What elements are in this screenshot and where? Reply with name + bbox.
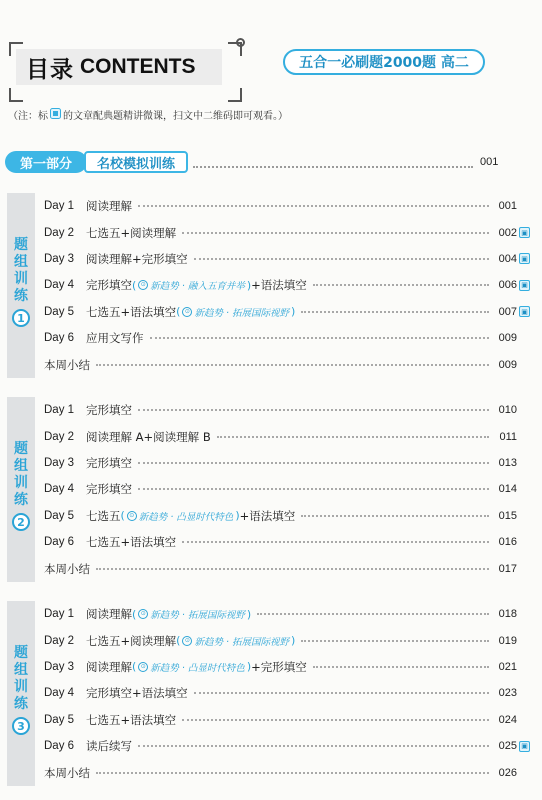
- group-entry-list: [36, 397, 530, 582]
- entry-page-number: 013: [498, 456, 517, 469]
- toc-entry[interactable]: [36, 654, 530, 680]
- entry-page-number: 024: [498, 713, 517, 726]
- group-side-char: 练: [14, 696, 28, 712]
- day-label: Day 5: [44, 713, 75, 726]
- entry-title: [86, 277, 307, 293]
- entry-title: [86, 225, 176, 241]
- dot-leader: [182, 541, 489, 543]
- trend-tag-text: 新趋势 · 拓展国际视野: [150, 610, 245, 622]
- entry-title: [86, 606, 251, 622]
- entry-main-text: 完形填空: [86, 482, 132, 497]
- entry-page-number: 007: [498, 305, 517, 318]
- group-entry-list: [36, 601, 530, 786]
- title-english: CONTENTS: [80, 55, 196, 78]
- entry-main-text: 读后续写: [86, 739, 132, 754]
- group-side-label: [7, 193, 35, 378]
- toc-entry[interactable]: [36, 680, 530, 706]
- group-side-char: 组: [14, 458, 28, 474]
- trend-badge-icon: ⊙: [138, 609, 148, 619]
- group-side-char: 训: [14, 475, 28, 491]
- dot-leader: [194, 692, 489, 694]
- entry-main-text: 完形填空: [86, 278, 132, 293]
- entry-title: [86, 304, 295, 320]
- day-label: Day 6: [44, 740, 75, 753]
- entry-page-number: 006: [498, 279, 517, 292]
- dot-leader: [182, 719, 489, 721]
- group-side-label: [7, 601, 35, 786]
- trend-tag-text: 新趋势 · 凸显时代特色: [150, 662, 245, 674]
- entry-main-text: 阅读理解: [86, 199, 132, 214]
- group-side-char: 练: [14, 288, 28, 304]
- day-label: Day 2: [44, 634, 75, 647]
- entry-main-text: 七选五+语法填空: [86, 535, 177, 550]
- qr-video-icon[interactable]: ▣: [519, 280, 530, 291]
- day-label: Day 2: [44, 226, 75, 239]
- group-side-label: [7, 397, 35, 582]
- qr-video-icon[interactable]: ▣: [519, 227, 530, 238]
- dot-leader: [138, 488, 489, 490]
- day-label: Day 5: [44, 509, 75, 522]
- toc-entry[interactable]: [36, 503, 530, 529]
- trend-tag-text: 新趋势 · 拓展国际视野: [194, 636, 289, 648]
- book-title-badge: 五合一必刷题2000题 高二: [283, 49, 485, 75]
- title-chinese: 目录: [26, 56, 74, 83]
- trend-paren: (: [132, 607, 137, 621]
- pin-circle-icon: [236, 38, 245, 47]
- frame-corner: [9, 88, 23, 102]
- trend-paren: (: [176, 305, 181, 319]
- toc-entry[interactable]: [36, 246, 530, 272]
- dot-leader: [182, 232, 489, 234]
- day-label: Day 5: [44, 305, 75, 318]
- entry-page-number: 026: [498, 766, 517, 779]
- dot-leader: [96, 772, 489, 774]
- entry-page-number: 017: [498, 562, 517, 575]
- qr-video-icon[interactable]: ▣: [519, 741, 530, 752]
- dot-leader: [138, 462, 489, 464]
- entry-page-number: 018: [498, 608, 517, 621]
- toc-entry[interactable]: [36, 299, 530, 325]
- entry-title: [86, 251, 188, 267]
- entry-main-text: 完形填空+语法填空: [86, 686, 188, 701]
- trend-tag: [182, 305, 289, 319]
- trend-paren: ): [291, 634, 296, 648]
- note-prefix: （注：标: [8, 111, 48, 122]
- day-label: Day 6: [44, 536, 75, 549]
- entry-title: [86, 429, 211, 445]
- part-page-number: 001: [480, 156, 499, 168]
- note-suffix: 的文章配典题精讲微课，扫文中二维码即可观看。）: [63, 111, 288, 122]
- toc-entry[interactable]: [36, 397, 530, 423]
- entry-main-text: 阅读理解: [86, 659, 132, 674]
- entry-page-number: 023: [498, 687, 517, 700]
- trend-paren: (: [176, 634, 181, 648]
- trend-tag-text: 新趋势 · 凸显时代特色: [138, 511, 234, 523]
- entry-page-number: 025: [498, 740, 517, 753]
- trend-badge-icon: ⊙: [138, 280, 148, 290]
- entry-title: [44, 357, 90, 373]
- entry-main-text: 七选五+语法填空: [86, 304, 177, 319]
- trend-badge-icon: ⊙: [182, 307, 192, 317]
- group-side-char: 练: [14, 492, 28, 508]
- entry-suffix-text: +语法填空: [251, 278, 307, 293]
- entry-page-number: 011: [499, 430, 517, 443]
- entry-page-number: 010: [498, 404, 517, 417]
- dot-leader: [193, 166, 473, 168]
- entry-page-number: 001: [498, 200, 517, 213]
- toc-entry[interactable]: [36, 627, 530, 653]
- toc-entry[interactable]: [36, 529, 530, 555]
- dot-leader: [150, 337, 490, 339]
- entry-title: [86, 712, 176, 728]
- toc-entry[interactable]: [36, 450, 530, 476]
- dot-leader: [138, 409, 489, 411]
- toc-entry[interactable]: [36, 476, 530, 502]
- toc-entry[interactable]: [36, 733, 530, 759]
- day-label: Day 4: [44, 687, 75, 700]
- trend-paren: ): [246, 660, 252, 674]
- toc-entry[interactable]: [36, 601, 530, 627]
- entry-main-text: 应用文写作: [86, 331, 144, 346]
- entry-main-text: 完形填空: [86, 455, 132, 470]
- trend-tag: [138, 278, 245, 292]
- toc-entry[interactable]: [36, 707, 530, 733]
- entry-title: [86, 455, 132, 471]
- page-title: [16, 49, 222, 85]
- trend-tag: [182, 634, 289, 648]
- group-side-char: 组: [14, 254, 28, 270]
- group-number: 2: [12, 513, 30, 531]
- dot-leader: [217, 436, 489, 438]
- toc-entry-summary[interactable]: [36, 555, 530, 581]
- entry-main-text: 本周小结: [44, 765, 90, 780]
- entry-main-text: 七选五+阅读理解: [86, 225, 177, 240]
- frame-corner: [228, 88, 242, 102]
- entry-page-number: 014: [498, 483, 517, 496]
- entry-main-text: 阅读理解+完形填空: [86, 251, 188, 266]
- entry-main-text: 七选五+阅读理解: [86, 633, 177, 648]
- day-label: Day 1: [44, 200, 75, 213]
- entry-page-number: 016: [498, 536, 517, 549]
- trend-paren: ): [235, 509, 240, 523]
- qr-video-icon[interactable]: ▣: [519, 306, 530, 317]
- group-side-char: 题: [14, 237, 28, 253]
- trend-paren: (: [132, 278, 137, 292]
- entry-title: [86, 534, 176, 550]
- dot-leader: [301, 640, 489, 642]
- entry-page-number: 009: [498, 358, 517, 371]
- group-side-char: 题: [14, 441, 28, 457]
- trend-paren: ): [291, 305, 296, 319]
- dot-leader: [257, 613, 489, 615]
- dot-leader: [96, 364, 489, 366]
- entry-main-text: 阅读理解 A+阅读理解 B: [86, 429, 211, 444]
- entry-title: [86, 685, 188, 701]
- entry-title: [86, 633, 295, 649]
- group-entry-list: [36, 193, 530, 378]
- trend-badge-icon: ⊙: [138, 662, 148, 672]
- group-side-char: 题: [14, 645, 28, 661]
- entry-page-number: 002: [498, 226, 517, 239]
- page-note: [8, 107, 288, 122]
- entry-main-text: 本周小结: [44, 357, 90, 372]
- entry-main-text: 七选五+语法填空: [86, 712, 177, 727]
- qr-mark-icon: [50, 108, 61, 122]
- entry-main-text: 本周小结: [44, 561, 90, 576]
- dot-leader: [194, 258, 489, 260]
- trend-paren: ): [246, 278, 252, 292]
- entry-title: [86, 508, 295, 524]
- toc-entry-summary[interactable]: [36, 759, 530, 785]
- group-side-char: 训: [14, 271, 28, 287]
- trend-tag-text: 新趋势 · 融入五育并举: [150, 281, 245, 293]
- toc-entry-summary[interactable]: [36, 351, 530, 377]
- trend-tag: [127, 509, 234, 523]
- trend-badge-icon: ⊙: [127, 511, 137, 521]
- group-side-char: 组: [14, 662, 28, 678]
- trend-paren: (: [132, 660, 137, 674]
- dot-leader: [301, 311, 489, 313]
- entry-main-text: 完形填空: [86, 403, 132, 418]
- entry-suffix-text: +语法填空: [239, 508, 296, 523]
- dot-leader: [138, 745, 489, 747]
- day-label: Day 4: [44, 279, 75, 292]
- entry-title: [44, 765, 90, 781]
- entry-main-text: 阅读理解: [86, 607, 132, 622]
- trend-paren: (: [120, 509, 125, 523]
- dot-leader: [301, 515, 489, 517]
- day-label: Day 6: [44, 332, 75, 345]
- day-label: Day 1: [44, 608, 75, 621]
- group-side-char: 训: [14, 679, 28, 695]
- dot-leader: [96, 568, 489, 570]
- qr-video-icon[interactable]: ▣: [519, 253, 530, 264]
- toc-entry[interactable]: [36, 193, 530, 219]
- entry-page-number: 019: [498, 634, 517, 647]
- dot-leader: [313, 666, 489, 668]
- day-label: Day 3: [44, 660, 75, 673]
- entry-page-number: 009: [498, 332, 517, 345]
- day-label: Day 4: [44, 483, 75, 496]
- trend-paren: ): [246, 607, 252, 621]
- part-label: 第一部分: [5, 151, 87, 173]
- entry-title: [86, 738, 132, 754]
- part-name[interactable]: 名校模拟训练: [84, 151, 188, 173]
- toc-entry[interactable]: [36, 325, 530, 351]
- entry-suffix-text: +完形填空: [251, 659, 307, 674]
- entry-page-number: 004: [498, 252, 517, 265]
- trend-tag-text: 新趋势 · 拓展国际视野: [194, 307, 289, 319]
- entry-page-number: 021: [498, 660, 517, 673]
- toc-entry[interactable]: [36, 219, 530, 245]
- day-label: Day 3: [44, 456, 75, 469]
- entry-title: [86, 330, 144, 346]
- entry-title: [86, 402, 132, 418]
- dot-leader: [138, 205, 489, 207]
- toc-entry[interactable]: [36, 423, 530, 449]
- group-number: 3: [12, 717, 30, 735]
- day-label: Day 1: [44, 404, 75, 417]
- group-number: 1: [12, 309, 30, 327]
- entry-title: [44, 561, 90, 577]
- dot-leader: [313, 284, 489, 286]
- day-label: Day 2: [44, 430, 75, 443]
- trend-badge-icon: ⊙: [182, 636, 192, 646]
- entry-main-text: 七选五: [86, 508, 121, 523]
- entry-title: [86, 481, 132, 497]
- entry-page-number: 015: [498, 509, 517, 522]
- trend-tag: [138, 607, 245, 621]
- entry-title: [86, 198, 132, 214]
- trend-tag: [138, 660, 245, 674]
- toc-entry[interactable]: [36, 272, 530, 298]
- entry-title: [86, 659, 307, 675]
- day-label: Day 3: [44, 252, 75, 265]
